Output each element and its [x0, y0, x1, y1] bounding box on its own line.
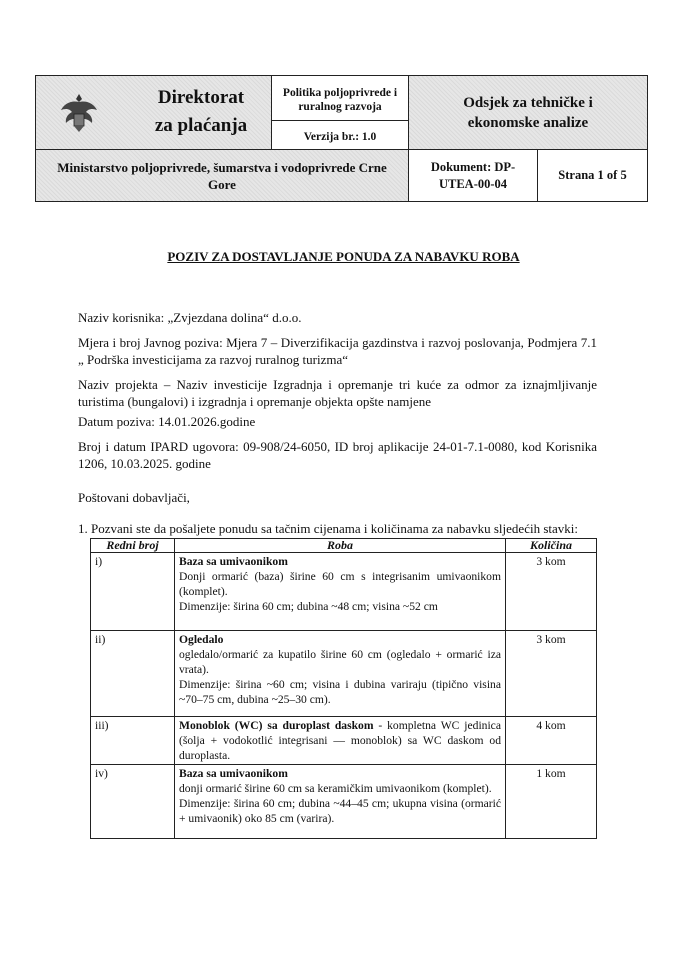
- row-number: iv): [91, 765, 175, 839]
- ministry-cell: [36, 150, 409, 202]
- item-desc: Dimenzije: širina 60 cm; dubina ~48 cm; visina ~52 cm: [179, 600, 438, 613]
- document-header: [35, 75, 648, 202]
- item-desc: donji ormarić širine 60 cm sa keramičkim umivaonikom (komplet).: [179, 782, 492, 795]
- item-desc: ogledalo/ormarić za kupatilo širine 60 cm (ogledalo + ormarić iza vrata).: [179, 648, 501, 676]
- header-logo-cell: [36, 76, 272, 150]
- greeting: Poštovani dobavljači,: [78, 490, 190, 505]
- policy-label: Politika poljoprivrede i ruralnog razvoja: [272, 83, 408, 121]
- coat-of-arms-icon: [58, 90, 100, 136]
- item-name: Monoblok (WC) sa duroplast daskom: [179, 719, 374, 732]
- items-table: [90, 538, 597, 839]
- row-number: ii): [91, 631, 175, 717]
- row-item: [175, 717, 506, 765]
- item-desc: Dimenzije: širina 60 cm; dubina ~44–45 cm; ukupna visina (ormarić + umivaonik) oko 85 cm (varira).: [179, 797, 501, 825]
- col-header-no: Redni broj: [91, 539, 175, 553]
- field-projekat: Naziv projekta – Naziv investicije Izgradnja i opremanje tri kuće za odmor za iznajmljivanje turistima (bungalovi) i izgradnja i opremanje objekta opšte namjene: [78, 377, 597, 409]
- item-desc: Dimenzije: širina ~60 cm; visina i dubina variraju (tipično visina ~70–75 cm, dubina ~25–30 cm).: [179, 678, 501, 706]
- version-label: Verzija br.: 1.0: [303, 130, 377, 143]
- row-number: iii): [91, 717, 175, 765]
- table-row: [91, 631, 597, 717]
- field-datum: Datum poziva: 14.01.2026.godine: [78, 414, 256, 429]
- org-name: Direktorat za plaćanja: [154, 87, 248, 136]
- document-cell: [409, 150, 538, 202]
- table-row: [91, 717, 597, 765]
- col-header-roba: Roba: [175, 539, 506, 553]
- table-row: [91, 553, 597, 631]
- item-desc: - kompletna WC jedinica (šolja + vodokotlić integrisani — monoblok) sa WC daskom od duroplasta.: [179, 719, 501, 762]
- row-item: [175, 553, 506, 631]
- col-header-kolicina: Količina: [506, 539, 597, 553]
- row-qty: 3 kom: [506, 631, 597, 717]
- item-name: Baza sa umivaonikom: [179, 767, 288, 780]
- row-item: [175, 765, 506, 839]
- item-name: Baza sa umivaonikom: [179, 555, 288, 568]
- item-name: Ogledalo: [179, 633, 224, 646]
- ministry-label: Ministarstvo poljoprivrede, šumarstva i vodoprivrede Crne Gore: [57, 159, 387, 192]
- row-qty: 3 kom: [506, 553, 597, 631]
- item-desc: Donji ormarić (baza) širine 60 cm s integrisanim umivaonikom (komplet).: [179, 570, 501, 598]
- field-ugovor: Broj i datum IPARD ugovora: 09-908/24-6050, ID broj aplikacije 24-01-7.1-0080, kod Korisnika 1206, 10.03.2025. godine: [78, 439, 597, 471]
- field-korisnik: Naziv korisnika: „Zvjezdana dolina“ d.o.o.: [78, 310, 302, 325]
- page-cell: [538, 150, 648, 202]
- department-cell: [409, 76, 648, 150]
- department-label: Odsjek za tehničke i ekonomske analize: [463, 94, 593, 131]
- page-title: POZIV ZA DOSTAVLJANJE PONUDA ZA NABAVKU ROBA: [167, 249, 520, 264]
- row-number: i): [91, 553, 175, 631]
- row-qty: 1 kom: [506, 765, 597, 839]
- field-mjera: Mjera i broj Javnog poziva: Mjera 7 – Diverzifikacija gazdinstva i razvoj poslovanja, Podmjera 7.1 „ Podrška investicijama za razvoj ruralnog turizma“: [78, 335, 597, 367]
- row-item: [175, 631, 506, 717]
- table-row: [91, 765, 597, 839]
- intro-line: 1. Pozvani ste da pošaljete ponudu sa tačnim cijenama i količinama za nabavku sljedećih stavki:: [78, 521, 578, 536]
- page-label: Strana 1 of 5: [558, 168, 627, 182]
- row-qty: 4 kom: [506, 717, 597, 765]
- document-label: Dokument: DP-UTEA-00-04: [430, 159, 516, 191]
